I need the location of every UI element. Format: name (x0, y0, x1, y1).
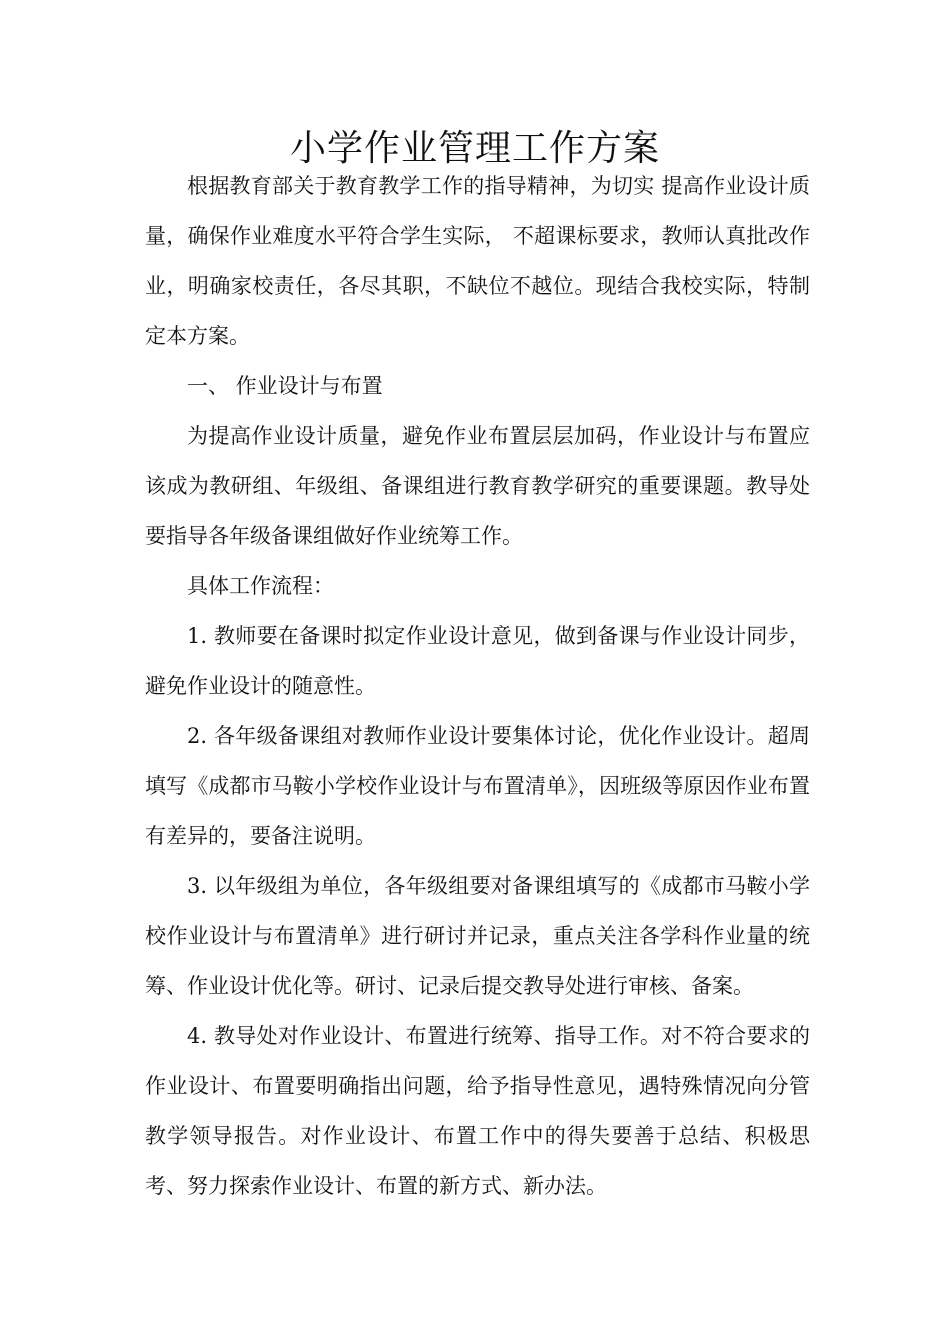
workflow-item-3: 3. 以年级组为单位，各年级组要对备课组填写的《成都市马鞍小学校作业设计与布置清单》进行研讨并记录，重点关注各学科作业量的统筹、作业设计优化等。研讨、记录后提交教导处进行审核、备案。 (145, 874, 810, 998)
document-body (145, 161, 810, 1211)
document-title: 小学作业管理工作方案 (289, 128, 660, 170)
section-paragraph: 为提高作业设计质量，避免作业布置层层加码，作业设计与布置应该成为教研组、年级组、备课组进行教育教学研究的重要课题。教导处要指导各年级备课组做好作业统筹工作。 (145, 424, 810, 548)
intro-paragraph: 根据教育部关于教育教学工作的指导精神，为切实 提高作业设计质量，确保作业难度水平符合学生实际， 不超课标要求，教师认真批改作业，明确家校责任，各尽其职，不缺位不越位。现结合我校实际，特制定本方案。 (145, 174, 810, 348)
workflow-item-4: 4. 教导处对作业设计、布置进行统筹、指导工作。对不符合要求的作业设计、布置要明确指出问题，给予指导性意见，遇特殊情况向分管教学领导报告。对作业设计、布置工作中的得失要善于总结、积极思考、努力探索作业设计、布置的新方式、新办法。 (145, 1024, 810, 1198)
workflow-item-1: 1. 教师要在备课时拟定作业设计意见，做到备课与作业设计同步，避免作业设计的随意性。 (145, 624, 810, 698)
section-heading: 一、 作业设计与布置 (187, 374, 383, 398)
workflow-item-2: 2. 各年级备课组对教师作业设计要集体讨论，优化作业设计。超周填写《成都市马鞍小学校作业设计与布置清单》，因班级等原因作业布置有差异的，要备注说明。 (145, 724, 810, 848)
workflow-heading: 具体工作流程： (187, 574, 334, 598)
